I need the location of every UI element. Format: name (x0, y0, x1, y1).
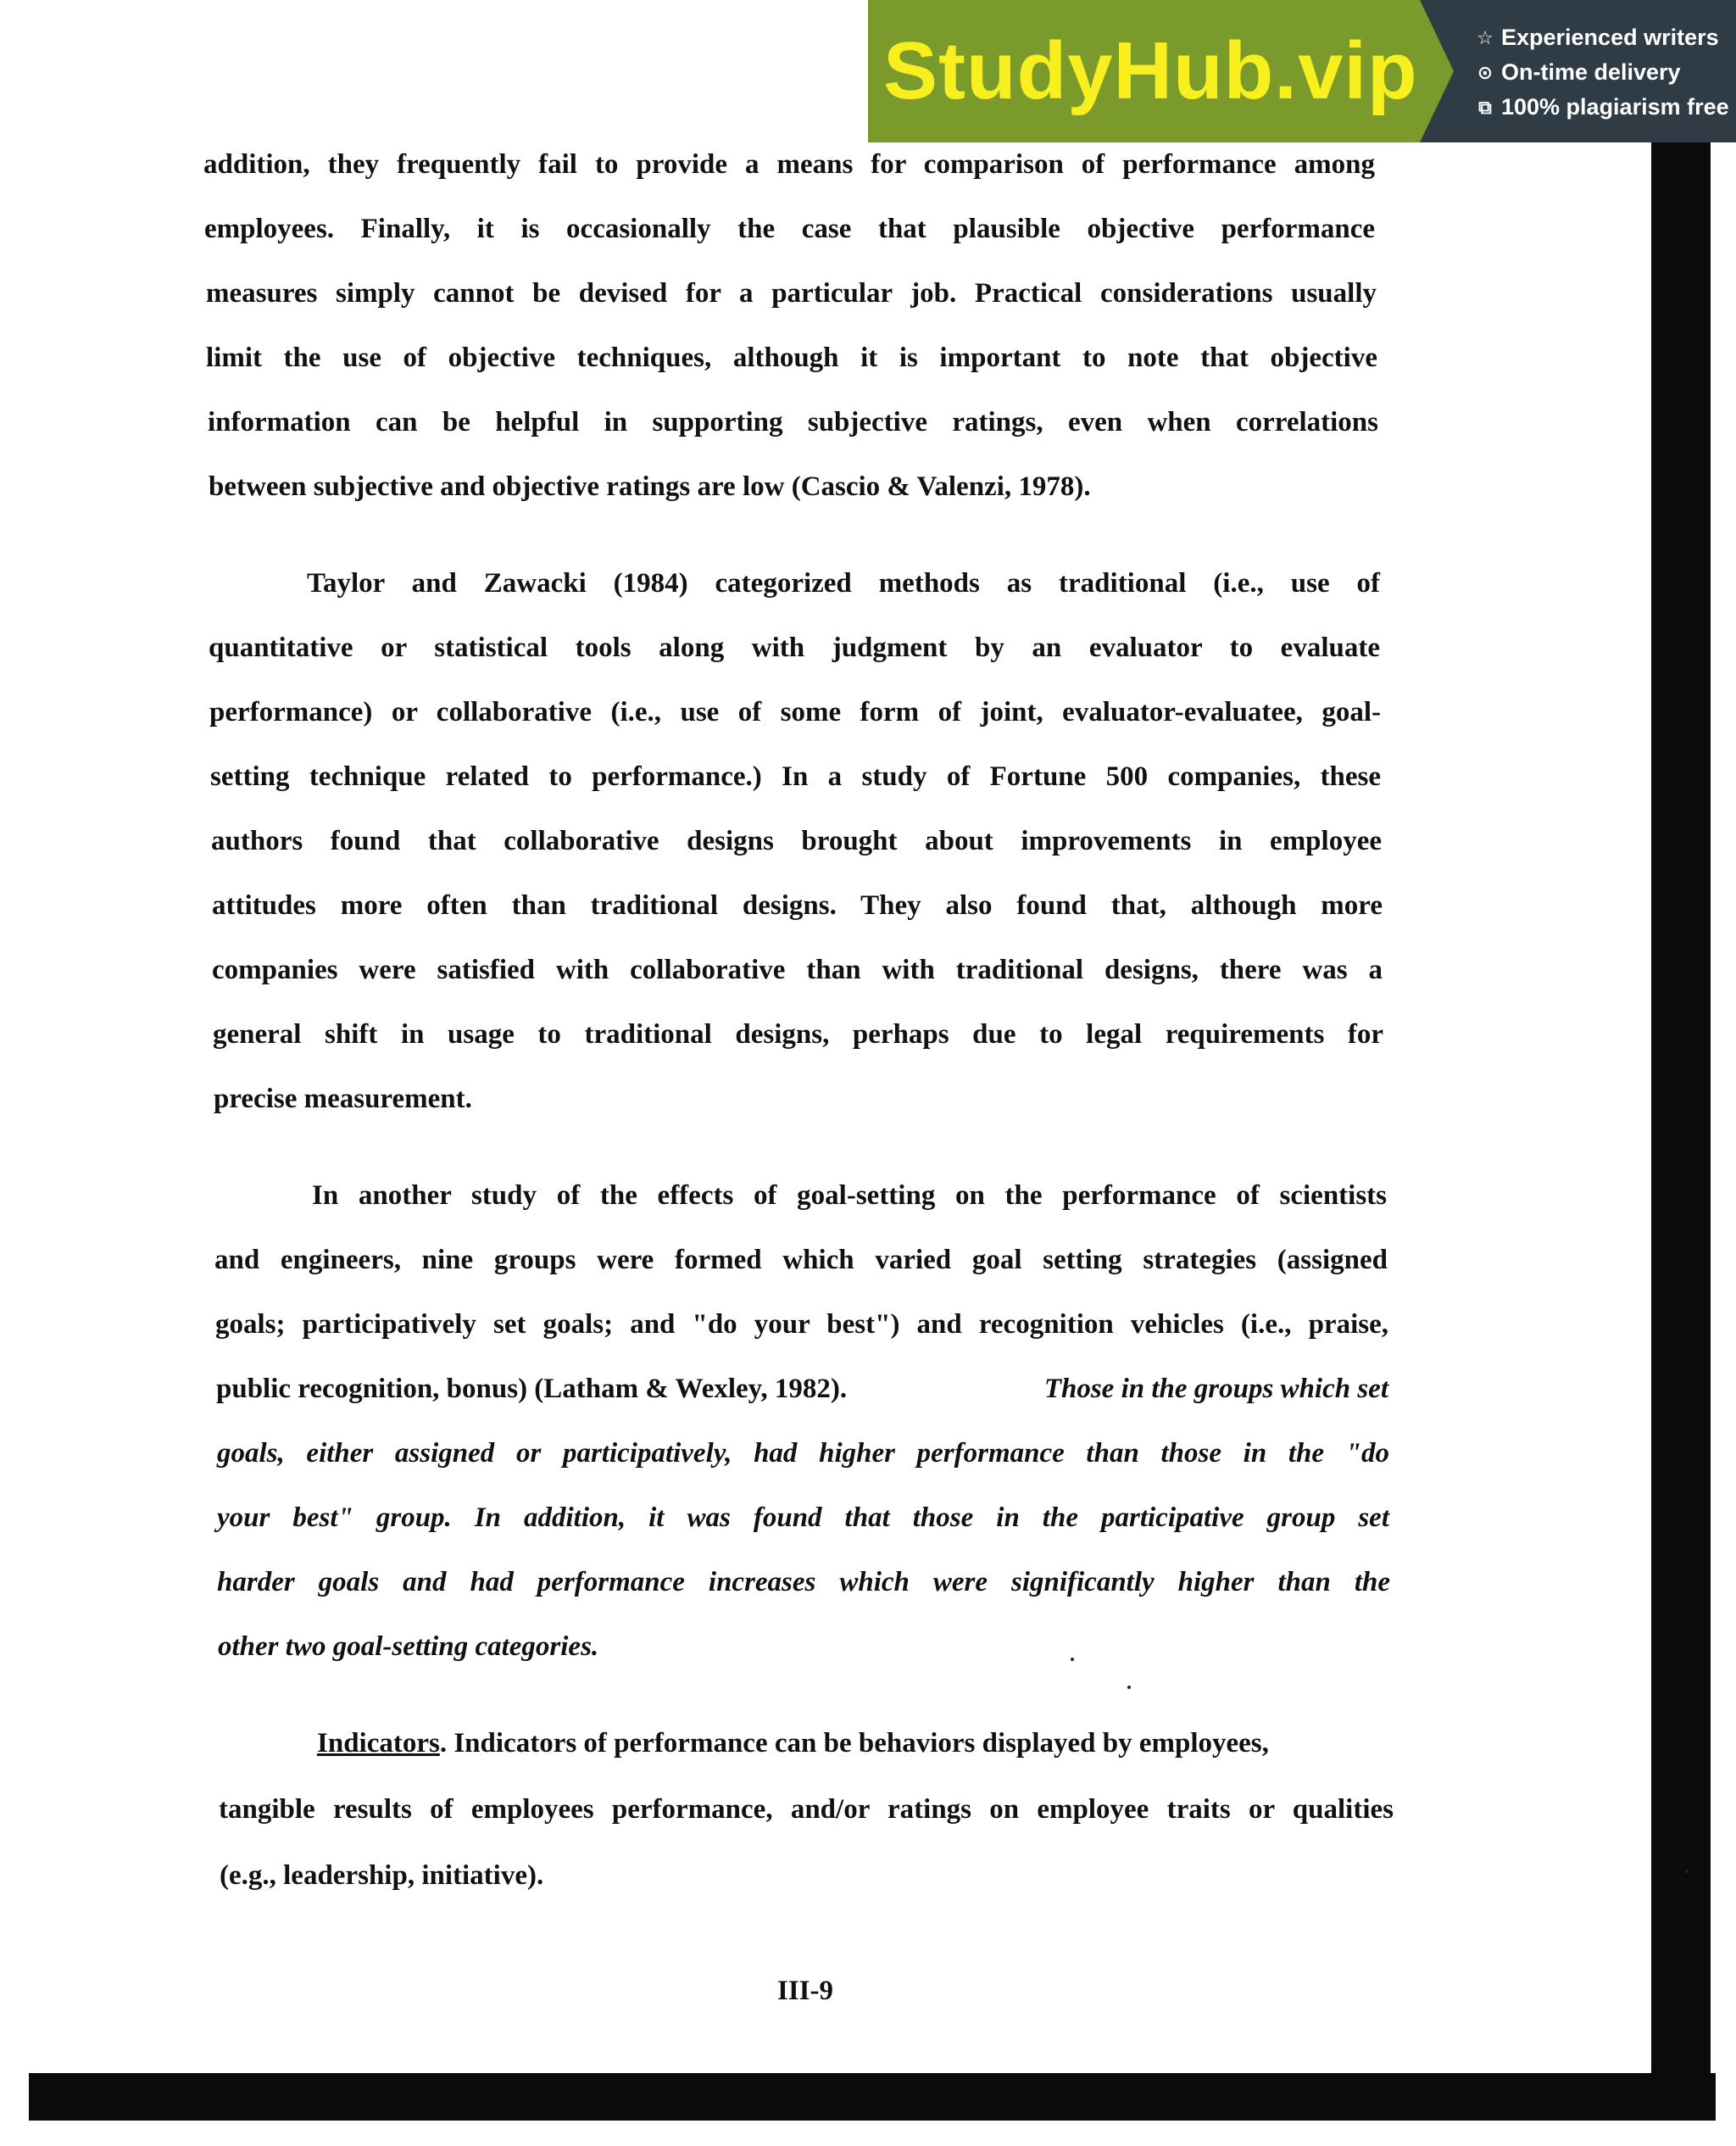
text-line: limit the use of objective techniques, although it is important to note that objective (206, 343, 1377, 373)
star-outline-icon: ☆ (1477, 26, 1494, 48)
text-line: and engineers, nine groups were formed which varied goal setting strategies (assigned (214, 1245, 1388, 1275)
feature-text: On-time delivery (1501, 59, 1681, 85)
text-line: In another study of the effects of goal-setting on the performance of scientists (312, 1180, 1387, 1211)
text-line: (e.g., leadership, initiative). (220, 1860, 544, 1891)
text-line: performance) or collaborative (i.e., use of some form of joint, evaluator-evaluatee, goal- (209, 697, 1381, 727)
scan-border-bottom (29, 2073, 1716, 2121)
text-line: employees. Finally, it is occasionally the case that plausible objective performance (204, 214, 1375, 244)
text-line: quantitative or statistical tools along with judgment by an evaluator to evaluate (209, 633, 1380, 663)
scan-border-right (1651, 127, 1711, 2086)
text-line: attitudes more often than traditional designs. They also found that, although more (212, 890, 1383, 921)
text-line: information can be helpful in supporting subjective ratings, even when correlations (208, 407, 1378, 438)
emphasis-line: other two goal-setting categories. (218, 1631, 599, 1662)
text-line: Taylor and Zawacki (1984) categorized methods as traditional (i.e., use of (307, 568, 1380, 599)
text-line (317, 1726, 1394, 1760)
text-line: general shift in usage to traditional designs, perhaps due to legal requirements for (213, 1019, 1383, 1050)
text-segment: public recognition, bonus) (Latham & Wexley, 1982). (216, 1374, 848, 1404)
text-line: precise measurement. (214, 1084, 472, 1114)
feature-item (1474, 90, 1736, 125)
scan-speck (1127, 1686, 1131, 1689)
emphasis-line: goals, either assigned or participatively, had higher performance than those in the "do (217, 1438, 1389, 1469)
feature-text: Experienced writers (1501, 25, 1719, 50)
text-line: authors found that collaborative designs brought about improvements in employee (211, 826, 1382, 856)
text-segment: . Indicators of performance can be behaviors displayed by employees, (439, 1728, 1269, 1759)
brand-block (868, 0, 1420, 142)
copy-check-icon: ⧉ (1478, 96, 1492, 118)
section-heading: Indicators (317, 1728, 440, 1759)
feature-item (1474, 55, 1736, 90)
text-line: setting technique related to performance.) In a study of Fortune 500 companies, these (210, 761, 1381, 792)
emphasis-line: harder goals and had performance increases which were significantly higher than the (217, 1567, 1390, 1597)
text-line: between subjective and objective ratings are low (Cascio & Valenzi, 1978). (209, 471, 1091, 502)
text-line: goals; participatively set goals; and "do your best") and recognition vehicles (i.e., praise, (215, 1309, 1388, 1340)
feature-text: 100% plagiarism free (1501, 94, 1729, 120)
studyhub-banner[interactable] (868, 0, 1736, 142)
emphasis-text: Those in the groups which set (1043, 1374, 1388, 1404)
text-line: companies were satisfied with collaborative than with traditional designs, there was a (212, 955, 1383, 985)
text-line: tangible results of employees performance, and/or ratings on employee traits or qualities (219, 1794, 1394, 1825)
text-line: measures simply cannot be devised for a particular job. Practical considerations usually (206, 278, 1377, 309)
clock-icon: ⊙ (1477, 61, 1494, 83)
page-number: III-9 (776, 1976, 834, 2006)
text-line (216, 1372, 1388, 1406)
emphasis-line: your best" group. In addition, it was found that those in the participative group set (217, 1502, 1389, 1533)
text-line: addition, they frequently fail to provide a means for comparison of performance among (203, 149, 1375, 180)
feature-item (1474, 20, 1736, 55)
scan-speck (1685, 1870, 1689, 1873)
feature-list (1420, 0, 1736, 142)
brand-logo: StudyHub.vip (883, 25, 1418, 116)
